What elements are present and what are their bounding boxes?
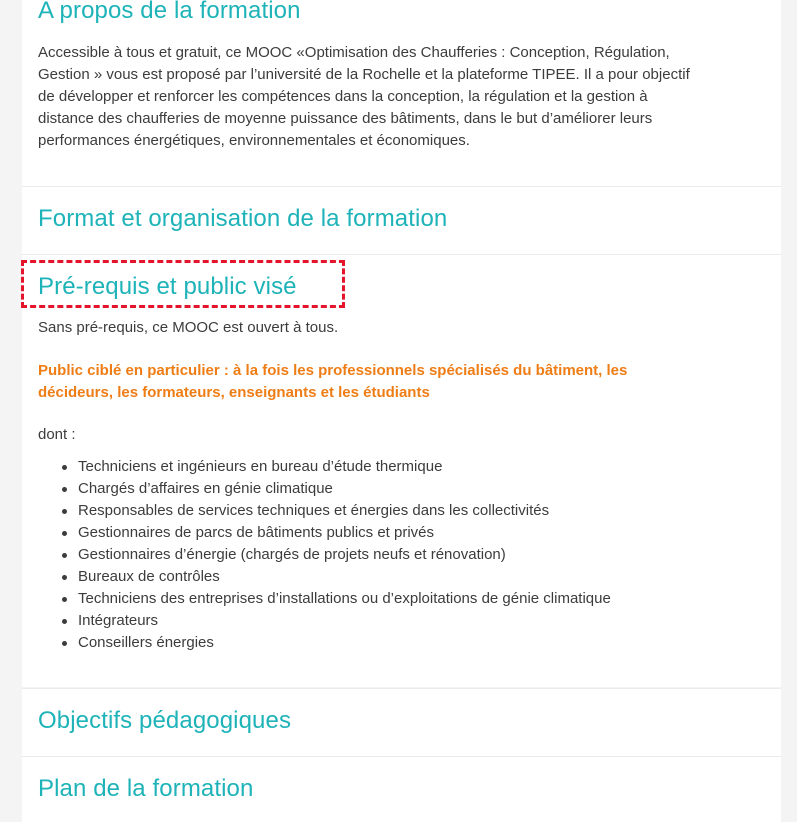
bullet-icon (62, 597, 67, 602)
about-line: distance des chaufferies de moyenne puissance des bâtiments, dans le but d’améliorer leurs (38, 110, 653, 127)
bullet-icon (62, 487, 67, 492)
bullet-icon (62, 531, 67, 536)
target-audience-highlight (38, 360, 768, 404)
about-line: Accessible à tous et gratuit, ce MOOC «Optimisation des Chaufferies : Conception, Régulation, (38, 44, 670, 61)
bullet-icon (62, 553, 67, 558)
audience-list (60, 456, 611, 654)
highlight-line: Public ciblé en particulier : à la fois les professionnels spécialisés du bâtiment, les (38, 362, 628, 379)
annotation-highlight-box (21, 260, 345, 308)
about-line: Gestion » vous est proposé par l’université de la Rochelle et la plateforme TIPEE. Il a pour objectif (38, 66, 690, 83)
bullet-icon (62, 619, 67, 624)
prereq-intro: Sans pré-requis, ce MOOC est ouvert à tous. (38, 319, 339, 336)
list-item (60, 500, 611, 522)
list-item-label: Techniciens et ingénieurs en bureau d’étude thermique (78, 458, 443, 475)
highlight-line: décideurs, les formateurs, enseignants et les étudiants (38, 384, 430, 401)
list-item (60, 478, 611, 500)
list-item-label: Gestionnaires d’énergie (chargés de projets neufs et rénovation) (78, 546, 506, 563)
list-item-label: Intégrateurs (78, 612, 159, 629)
plan-title[interactable]: Plan de la formation (38, 775, 254, 802)
prereq-title[interactable]: Pré-requis et public visé (38, 273, 297, 300)
list-item-label: Bureaux de contrôles (78, 568, 220, 585)
list-item (60, 522, 611, 544)
bullet-icon (62, 509, 67, 514)
dont-label: dont : (38, 426, 76, 443)
about-title[interactable]: A propos de la formation (38, 0, 301, 24)
about-line: de développer et renforcer les compétences dans la conception, la régulation et la gestion à (38, 88, 648, 105)
bullet-icon (62, 641, 67, 646)
about-line: performances énergétiques, environnementales et économiques. (38, 132, 470, 149)
bullet-icon (62, 575, 67, 580)
list-item (60, 588, 611, 610)
list-item-label: Techniciens des entreprises d’installations ou d’exploitations de génie climatique (78, 590, 611, 607)
bullet-icon (62, 465, 67, 470)
list-item (60, 566, 611, 588)
objectives-title[interactable]: Objectifs pédagogiques (38, 707, 292, 734)
list-item (60, 544, 611, 566)
list-item-label: Chargés d’affaires en génie climatique (78, 480, 333, 497)
list-item (60, 456, 611, 478)
list-item-label: Conseillers énergies (78, 634, 214, 651)
list-item (60, 632, 611, 654)
list-item-label: Gestionnaires de parcs de bâtiments publics et privés (78, 524, 435, 541)
list-item (60, 610, 611, 632)
format-title[interactable]: Format et organisation de la formation (38, 205, 448, 232)
about-description (38, 42, 768, 152)
list-item-label: Responsables de services techniques et énergies dans les collectivités (78, 502, 550, 519)
